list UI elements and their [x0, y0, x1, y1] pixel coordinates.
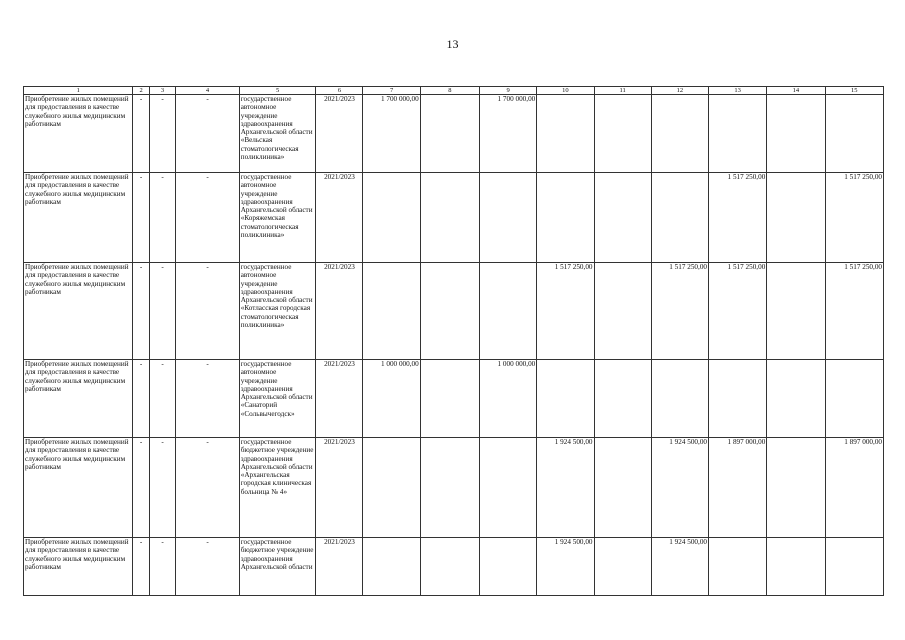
- row-cell-c15: 1 517 250,00: [825, 263, 883, 360]
- row-cell-c7: 1 700 000,00: [363, 95, 420, 173]
- data-table: [23, 86, 884, 596]
- table-row: [24, 438, 884, 538]
- row-organization-cell: государственное бюджетное учреждение здравоохранения Архангельской области: [239, 538, 316, 596]
- row-cell-c2: -: [133, 538, 149, 596]
- row-cell-c7: [363, 438, 420, 538]
- row-cell-c7: [363, 263, 420, 360]
- row-cell-c14: [767, 438, 825, 538]
- row-cell-c15: 1 517 250,00: [825, 173, 883, 263]
- column-header-4: 4: [176, 87, 239, 95]
- row-cell-c14: [767, 173, 825, 263]
- column-header-6: 6: [316, 87, 363, 95]
- row-period-cell: 2021/2023: [316, 360, 363, 438]
- row-period-cell: 2021/2023: [316, 538, 363, 596]
- row-cell-c3: -: [149, 438, 176, 538]
- row-cell-c11: [594, 173, 651, 263]
- row-cell-c14: [767, 95, 825, 173]
- row-cell-c10: 1 517 250,00: [537, 263, 594, 360]
- row-cell-c11: [594, 438, 651, 538]
- row-organization-cell: государственное автономное учреждение здравоохранения Архангельской области «Санаторий «Сольвычегодск»: [239, 360, 316, 438]
- row-cell-c7: 1 000 000,00: [363, 360, 420, 438]
- column-header-5: 5: [239, 87, 316, 95]
- column-header-3: 3: [149, 87, 176, 95]
- column-header-15: 15: [825, 87, 883, 95]
- column-header-9: 9: [480, 87, 537, 95]
- page-number: 13: [446, 37, 459, 51]
- row-name-cell: Приобретение жилых помещений для предоставления в качестве служебного жилья медицинским работникам: [24, 95, 133, 173]
- column-header-11: 11: [594, 87, 651, 95]
- row-cell-c8: [420, 263, 479, 360]
- table-row: [24, 95, 884, 173]
- row-cell-c7: [363, 173, 420, 263]
- row-cell-c10: 1 924 500,00: [537, 538, 594, 596]
- row-cell-c4: -: [176, 173, 239, 263]
- row-cell-c10: [537, 173, 594, 263]
- column-header-14: 14: [767, 87, 825, 95]
- row-cell-c13: 1 517 250,00: [709, 263, 767, 360]
- row-cell-c4: -: [176, 438, 239, 538]
- row-name-cell: Приобретение жилых помещений для предоставления в качестве служебного жилья медицинским работникам: [24, 173, 133, 263]
- row-cell-c2: -: [133, 263, 149, 360]
- row-cell-c15: 1 897 000,00: [825, 438, 883, 538]
- row-cell-c2: -: [133, 173, 149, 263]
- row-period-cell: 2021/2023: [316, 438, 363, 538]
- row-cell-c9: [480, 438, 537, 538]
- row-cell-c10: [537, 360, 594, 438]
- row-cell-c14: [767, 360, 825, 438]
- row-cell-c15: [825, 95, 883, 173]
- row-cell-c14: [767, 263, 825, 360]
- row-name-cell: Приобретение жилых помещений для предоставления в качестве служебного жилья медицинским работникам: [24, 360, 133, 438]
- row-name-cell: Приобретение жилых помещений для предоставления в качестве служебного жилья медицинским работникам: [24, 538, 133, 596]
- row-organization-cell: государственное автономное учреждение здравоохранения Архангельской области «Вельская стоматологическая поликлиника»: [239, 95, 316, 173]
- column-header-10: 10: [537, 87, 594, 95]
- row-cell-c3: -: [149, 263, 176, 360]
- table-row: [24, 538, 884, 596]
- row-cell-c3: -: [149, 360, 176, 438]
- row-cell-c2: -: [133, 438, 149, 538]
- row-cell-c10: 1 924 500,00: [537, 438, 594, 538]
- row-cell-c11: [594, 263, 651, 360]
- row-cell-c8: [420, 360, 479, 438]
- row-cell-c12: [651, 360, 708, 438]
- row-cell-c8: [420, 538, 479, 596]
- row-cell-c4: -: [176, 263, 239, 360]
- row-cell-c9: 1 700 000,00: [480, 95, 537, 173]
- row-cell-c3: -: [149, 173, 176, 263]
- row-cell-c12: 1 517 250,00: [651, 263, 708, 360]
- row-organization-cell: государственное автономное учреждение здравоохранения Архангельской области «Котласская городская стоматологическая поликлиника»: [239, 263, 316, 360]
- row-cell-c4: -: [176, 360, 239, 438]
- row-cell-c8: [420, 95, 479, 173]
- row-cell-c14: [767, 538, 825, 596]
- row-cell-c8: [420, 173, 479, 263]
- row-cell-c9: [480, 173, 537, 263]
- row-cell-c12: 1 924 500,00: [651, 538, 708, 596]
- row-cell-c4: -: [176, 95, 239, 173]
- row-cell-c10: [537, 95, 594, 173]
- row-cell-c8: [420, 438, 479, 538]
- row-cell-c3: -: [149, 95, 176, 173]
- column-header-7: 7: [363, 87, 420, 95]
- row-cell-c11: [594, 538, 651, 596]
- row-cell-c7: [363, 538, 420, 596]
- table-row: [24, 263, 884, 360]
- row-cell-c12: [651, 95, 708, 173]
- row-organization-cell: государственное бюджетное учреждение здравоохранения Архангельской области «Архангельская городская клиническая больница № 4»: [239, 438, 316, 538]
- row-cell-c2: -: [133, 360, 149, 438]
- column-header-8: 8: [420, 87, 479, 95]
- row-period-cell: 2021/2023: [316, 95, 363, 173]
- column-header-2: 2: [133, 87, 149, 95]
- row-organization-cell: государственное автономное учреждение здравоохранения Архангельской области «Коряжемская стоматологическая поликлиника»: [239, 173, 316, 263]
- row-cell-c4: -: [176, 538, 239, 596]
- row-cell-c13: [709, 360, 767, 438]
- table-body: [24, 95, 884, 596]
- row-cell-c3: -: [149, 538, 176, 596]
- row-cell-c11: [594, 95, 651, 173]
- row-cell-c15: [825, 360, 883, 438]
- row-cell-c12: 1 924 500,00: [651, 438, 708, 538]
- table-row: [24, 360, 884, 438]
- row-cell-c15: [825, 538, 883, 596]
- table-row: [24, 173, 884, 263]
- row-cell-c13: [709, 538, 767, 596]
- row-cell-c9: [480, 538, 537, 596]
- column-header-12: 12: [651, 87, 708, 95]
- row-cell-c9: 1 000 000,00: [480, 360, 537, 438]
- row-cell-c13: 1 897 000,00: [709, 438, 767, 538]
- column-number-row: [24, 87, 884, 95]
- row-cell-c13: 1 517 250,00: [709, 173, 767, 263]
- row-name-cell: Приобретение жилых помещений для предоставления в качестве служебного жилья медицинским работникам: [24, 263, 133, 360]
- row-cell-c9: [480, 263, 537, 360]
- row-cell-c12: [651, 173, 708, 263]
- row-period-cell: 2021/2023: [316, 263, 363, 360]
- column-header-1: 1: [24, 87, 133, 95]
- row-cell-c13: [709, 95, 767, 173]
- row-name-cell: Приобретение жилых помещений для предоставления в качестве служебного жилья медицинским работникам: [24, 438, 133, 538]
- row-cell-c11: [594, 360, 651, 438]
- row-period-cell: 2021/2023: [316, 173, 363, 263]
- column-header-13: 13: [709, 87, 767, 95]
- row-cell-c2: -: [133, 95, 149, 173]
